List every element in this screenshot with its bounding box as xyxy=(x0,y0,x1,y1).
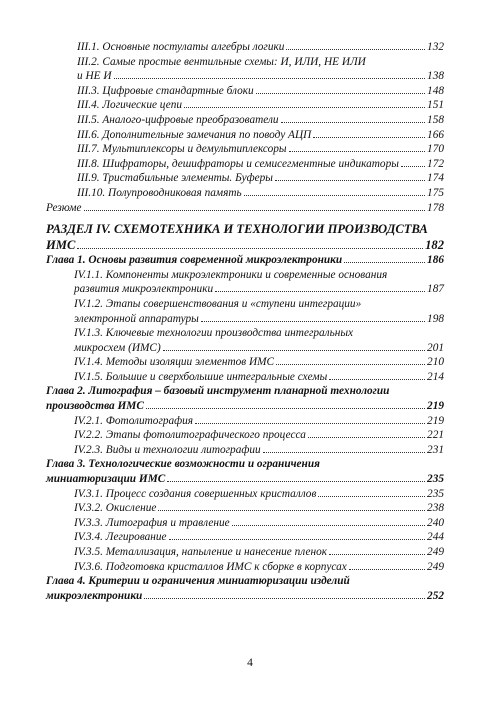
toc-item-IV-2-1 xyxy=(46,414,444,429)
toc-item-III-5-final-line xyxy=(77,113,444,128)
toc-item-III-8-final-line xyxy=(77,157,444,172)
dot-leader xyxy=(201,321,425,322)
toc-item-IV-3-1-title: IV.3.1. Процесс создания совершенных кристаллов xyxy=(74,487,317,500)
toc-item-III-5 xyxy=(46,113,444,128)
toc-item-IV-1-4-title: IV.1.4. Методы изоляции элементов ИМС xyxy=(74,356,275,369)
dot-leader xyxy=(167,481,425,482)
toc-item-III-3 xyxy=(46,84,444,99)
toc-item-III-10-page-number: 175 xyxy=(427,186,444,199)
toc-chapter-3-page-number: 235 xyxy=(427,473,444,486)
toc-item-IV-1-3-title: микросхем (ИМС) xyxy=(74,341,161,354)
toc-item-III-1-title: III.1. Основные постулаты алгебры логики xyxy=(77,41,285,53)
toc-chapter-3-line: Глава 3. Технологические возможности и ограничения xyxy=(46,458,320,471)
toc-chapter-4-final-line xyxy=(46,589,444,604)
toc-chapter-2-title: производства ИМС xyxy=(46,400,144,413)
toc-item-III-9-page-number: 174 xyxy=(427,172,444,185)
toc-item-IV-2-1-title: IV.2.1. Фотолитография xyxy=(74,414,194,427)
toc-item-III-1 xyxy=(46,40,444,55)
toc-chapter-4-page-number: 252 xyxy=(427,589,444,602)
toc-section-4-heading xyxy=(46,222,444,253)
toc-item-IV-3-3-page-number: 240 xyxy=(427,516,444,529)
toc-item-IV-1-2-title: электронной аппаратуры xyxy=(74,312,199,325)
toc-item-III-4 xyxy=(46,98,444,113)
dot-leader xyxy=(169,539,425,540)
table-of-contents xyxy=(46,40,444,603)
toc-chapter-1 xyxy=(46,253,444,268)
toc-item-IV-3-1-page-number: 235 xyxy=(427,487,444,500)
toc-section-4-heading-title: ИМС xyxy=(46,237,76,252)
dot-leader xyxy=(313,137,425,138)
toc-item-IV-3-4-final-line xyxy=(74,530,444,545)
toc-item-IV-3-4-page-number: 244 xyxy=(427,531,444,544)
toc-item-IV-3-2 xyxy=(46,501,444,516)
toc-item-IV-2-2-page-number: 221 xyxy=(427,429,444,442)
toc-item-IV-3-1-final-line xyxy=(74,487,444,502)
toc-item-IV-3-6 xyxy=(46,560,444,575)
toc-item-IV-3-6-title: IV.3.6. Подготовка кристаллов ИМС к сборке в корпусах xyxy=(74,560,347,573)
toc-item-III-4-final-line xyxy=(77,98,444,113)
dot-leader xyxy=(263,452,425,453)
toc-item-IV-1-3-page-number: 201 xyxy=(427,341,444,354)
toc-item-IV-1-2-line: IV.1.2. Этапы совершенствования и «ступени интеграции» xyxy=(74,297,362,310)
toc-chapter-3 xyxy=(46,457,444,486)
toc-item-IV-3-5-final-line xyxy=(74,545,444,560)
dot-leader xyxy=(215,291,425,292)
dot-leader xyxy=(329,379,425,380)
dot-leader xyxy=(114,78,426,79)
toc-item-III-8 xyxy=(46,157,444,172)
toc-item-III-9 xyxy=(46,171,444,186)
toc-section-4-heading-page-number: 182 xyxy=(425,237,444,252)
toc-item-IV-1-5-title: IV.1.5. Большие и сверхбольшие интегральные схемы xyxy=(74,370,328,383)
toc-item-IV-1-4-page-number: 210 xyxy=(427,356,444,369)
toc-item-IV-1-5-final-line xyxy=(74,370,444,385)
toc-item-III-8-page-number: 172 xyxy=(427,157,444,170)
toc-item-IV-2-2 xyxy=(46,428,444,443)
toc-item-IV-1-3-line: IV.1.3. Ключевые технологии производства интегральных xyxy=(74,327,353,340)
toc-item-III-6-page-number: 166 xyxy=(427,128,444,141)
toc-item-IV-3-4 xyxy=(46,530,444,545)
dot-leader xyxy=(286,49,425,50)
page-number: 4 xyxy=(247,657,253,669)
toc-item-IV-1-1 xyxy=(46,268,444,297)
toc-section-4-heading-final-line xyxy=(46,238,444,254)
toc-item-IV-2-2-final-line xyxy=(74,428,444,443)
toc-item-III-10-title: III.10. Полупроводниковая память xyxy=(77,186,242,199)
toc-item-III-1-final-line xyxy=(77,40,444,55)
toc-item-III-9-title: III.9. Тристабильные элементы. Буферы xyxy=(77,172,273,185)
toc-chapter-1-final-line xyxy=(46,253,444,268)
toc-item-III-6-title: III.6. Дополнительные замечания по поводу АЦП xyxy=(77,128,312,141)
toc-item-IV-3-4-title: IV.3.4. Легирование xyxy=(74,531,167,544)
dot-leader xyxy=(232,525,425,526)
toc-item-IV-3-2-final-line xyxy=(74,501,444,516)
toc-item-IV-3-3-title: IV.3.3. Литография и травление xyxy=(74,516,230,529)
toc-item-IV-1-4-final-line xyxy=(74,355,444,370)
dot-leader xyxy=(344,262,425,263)
toc-item-III-3-final-line xyxy=(77,84,444,99)
dot-leader xyxy=(256,93,425,94)
dot-leader xyxy=(146,408,425,409)
toc-chapter-3-title: миниатюризации ИМС xyxy=(46,473,166,486)
dot-leader xyxy=(275,180,425,181)
toc-item-III-2-line: III.2. Самые простые вентильные схемы: И, ИЛИ, НЕ ИЛИ xyxy=(77,55,366,68)
toc-resume-title: Резюме xyxy=(46,201,82,214)
toc-item-IV-1-2 xyxy=(46,297,444,326)
toc-item-IV-1-1-title: развития микроэлектроники xyxy=(74,283,214,296)
toc-item-IV-2-3-title: IV.2.3. Виды и технологии литографии xyxy=(74,443,261,456)
toc-item-IV-3-2-page-number: 238 xyxy=(427,502,444,515)
dot-leader xyxy=(281,122,425,123)
toc-item-IV-1-5-page-number: 214 xyxy=(427,370,444,383)
toc-item-IV-1-4 xyxy=(46,355,444,370)
toc-chapter-1-title: Глава 1. Основы развития современной микроэлектроники xyxy=(46,254,343,267)
toc-chapter-2 xyxy=(46,384,444,413)
dot-leader xyxy=(163,350,425,351)
toc-item-III-7-title: III.7. Мультиплексоры и демультиплексоры xyxy=(77,143,287,156)
toc-item-III-4-title: III.4. Логические цепи xyxy=(77,99,183,112)
toc-item-III-2-final-line xyxy=(77,69,444,84)
toc-item-III-10-final-line xyxy=(77,186,444,201)
toc-item-III-3-title: III.3. Цифровые стандартные блоки xyxy=(77,84,254,97)
toc-item-IV-3-3-final-line xyxy=(74,516,444,531)
dot-leader xyxy=(244,195,425,196)
toc-chapter-4-title: микроэлектроники xyxy=(46,589,143,602)
toc-resume xyxy=(46,201,444,216)
toc-item-IV-3-6-final-line xyxy=(74,560,444,575)
toc-chapter-2-line: Глава 2. Литография – базовый инструмент планарной технологии xyxy=(46,385,390,398)
dot-leader xyxy=(276,364,425,365)
toc-chapter-4-line: Глава 4. Критерии и ограничения миниатюризации изделий xyxy=(46,575,350,588)
toc-item-III-3-page-number: 148 xyxy=(427,84,444,97)
toc-item-IV-3-5 xyxy=(46,545,444,560)
toc-chapter-3-final-line xyxy=(46,472,444,487)
toc-item-IV-3-2-title: IV.3.2. Окисление xyxy=(74,502,157,515)
toc-resume-final-line xyxy=(46,201,444,216)
toc-item-IV-2-1-page-number: 219 xyxy=(427,414,444,427)
toc-item-IV-3-3 xyxy=(46,516,444,531)
toc-item-III-10 xyxy=(46,186,444,201)
toc-item-III-7-page-number: 170 xyxy=(427,143,444,156)
dot-leader xyxy=(349,569,425,570)
dot-leader xyxy=(318,496,425,497)
toc-section-4-heading-line: РАЗДЕЛ IV. СХЕМОТЕХНИКА И ТЕХНОЛОГИИ ПРОИЗВОДСТВА xyxy=(46,222,428,237)
toc-item-IV-1-2-final-line xyxy=(74,312,444,327)
toc-item-IV-2-1-final-line xyxy=(74,414,444,429)
toc-item-III-9-final-line xyxy=(77,171,444,186)
toc-chapter-1-page-number: 186 xyxy=(427,254,444,267)
toc-item-III-5-page-number: 158 xyxy=(427,113,444,126)
dot-leader xyxy=(84,210,426,211)
toc-item-III-2-page-number: 138 xyxy=(427,70,444,83)
toc-item-IV-1-3-final-line xyxy=(74,341,444,356)
toc-item-III-5-title: III.5. Аналого-цифровые преобразователи xyxy=(77,113,279,126)
toc-item-III-6 xyxy=(46,128,444,143)
dot-leader xyxy=(329,554,425,555)
dot-leader xyxy=(308,437,425,438)
toc-item-IV-3-6-page-number: 249 xyxy=(427,560,444,573)
toc-item-III-4-page-number: 151 xyxy=(427,99,444,112)
toc-item-IV-1-1-page-number: 187 xyxy=(427,283,444,296)
dot-leader xyxy=(144,598,425,599)
toc-item-III-2-title: и НЕ И xyxy=(77,70,112,83)
toc-chapter-4 xyxy=(46,574,444,603)
toc-chapter-2-page-number: 219 xyxy=(427,400,444,413)
toc-item-IV-1-3 xyxy=(46,326,444,355)
toc-item-IV-3-5-page-number: 249 xyxy=(427,546,444,558)
dot-leader xyxy=(184,107,425,108)
toc-chapter-2-final-line xyxy=(46,399,444,414)
toc-item-III-8-title: III.8. Шифраторы, дешифраторы и семисегментные индикаторы xyxy=(77,157,399,170)
spacer xyxy=(46,215,444,222)
toc-item-IV-1-2-page-number: 198 xyxy=(427,312,444,325)
dot-leader xyxy=(401,166,425,167)
dot-leader xyxy=(77,248,423,249)
dot-leader xyxy=(289,151,425,152)
toc-item-III-1-page-number: 132 xyxy=(427,41,444,53)
dot-leader xyxy=(195,423,425,424)
toc-item-IV-1-1-final-line xyxy=(74,282,444,297)
toc-item-IV-2-3-final-line xyxy=(74,443,444,458)
toc-item-III-2 xyxy=(46,55,444,84)
toc-item-IV-3-5-title: IV.3.5. Металлизация, напыление и нанесение пленок xyxy=(74,546,328,558)
toc-item-III-6-final-line xyxy=(77,128,444,143)
toc-item-III-7-final-line xyxy=(77,142,444,157)
toc-item-III-7 xyxy=(46,142,444,157)
dot-leader xyxy=(158,510,425,511)
toc-item-IV-1-1-line: IV.1.1. Компоненты микроэлектроники и современные основания xyxy=(74,268,388,281)
toc-item-IV-3-1 xyxy=(46,487,444,502)
toc-resume-page-number: 178 xyxy=(427,201,444,214)
toc-item-IV-2-3 xyxy=(46,443,444,458)
toc-item-IV-1-5 xyxy=(46,370,444,385)
toc-item-IV-2-2-title: IV.2.2. Этапы фотолитографического процесса xyxy=(74,429,306,442)
toc-item-IV-2-3-page-number: 231 xyxy=(427,443,444,456)
